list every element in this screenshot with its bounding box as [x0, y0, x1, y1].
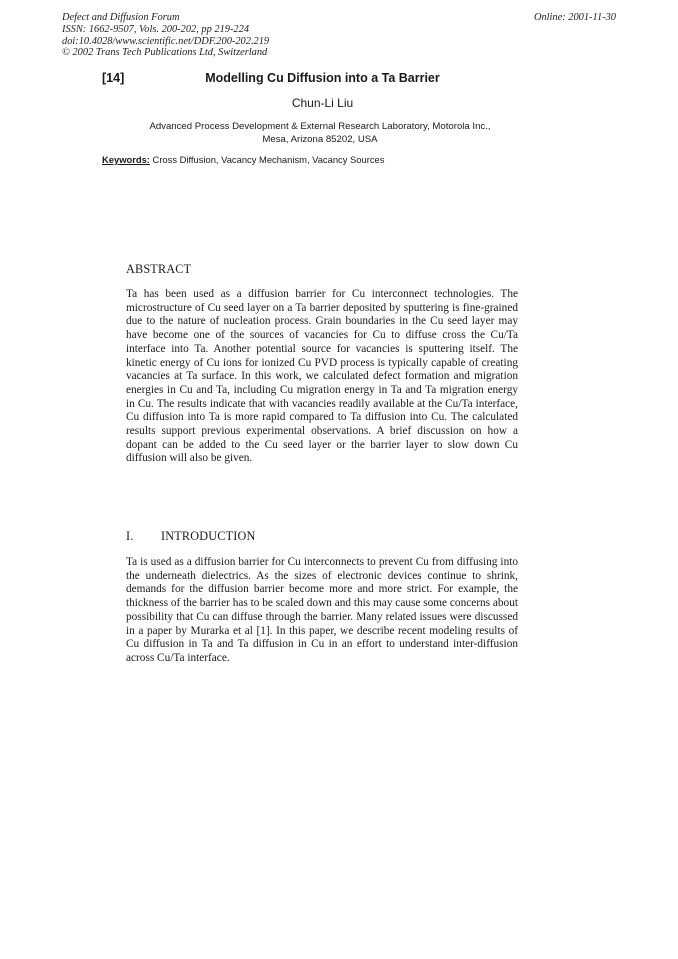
keywords-label: Keywords: — [102, 154, 150, 165]
author-name: Chun-Li Liu — [291, 96, 354, 110]
introduction-heading — [126, 529, 255, 544]
paper-title — [0, 71, 645, 85]
abstract-heading: ABSTRACT — [126, 262, 192, 276]
affiliation-line-2: Mesa, Arizona 85202, USA — [262, 133, 378, 145]
doi-line[interactable]: doi:10.4028/www.scientific.net/DDF.200-202.219 — [62, 35, 270, 47]
affiliation-line-1: Advanced Process Development & External Research Laboratory, Motorola Inc., — [149, 121, 491, 132]
paper-number: [14] — [102, 71, 125, 85]
issn-line: ISSN: 1662-9507, Vols. 200-202, pp 219-224 — [62, 23, 250, 35]
section-number: I. — [126, 529, 134, 543]
journal-header — [62, 12, 269, 59]
introduction-paragraph: Ta is used as a diffusion barrier for Cu interconnects to prevent Cu from diffusing into the underneath dielectrics. As the sizes of electronic devices continue to shrink, demands for the diffusion barrier become more and more strict. For example, the thickness of the barrier has to be scaled down and this may cause some concerns about possibility that Cu can diffuse through the barrier. Many related issues were discussed in a paper by Murarka et al [1]. In this paper, we describe recent modeling results of Cu diffusion in Ta and Ta diffusion in Cu in an effort to understand inter-diffusion across Cu/Ta interface. — [126, 556, 518, 664]
online-date: Online: 2001-11-30 — [533, 12, 616, 23]
keywords-line — [102, 154, 384, 165]
journal-name: Defect and Diffusion Forum — [62, 12, 180, 23]
section-title: INTRODUCTION — [161, 529, 256, 543]
keywords-list: Cross Diffusion, Vacancy Mechanism, Vacancy Sources — [149, 154, 385, 165]
abstract-paragraph: Ta has been used as a diffusion barrier for Cu interconnect technologies. The microstructure of Cu seed layer on a Ta barrier deposited by sputtering is fine-grained due to the nature of nucleation process. Grain boundaries in the Cu seed layer may have become one of the sources of vacancies for Cu to diffuse cross the Cu/Ta interface into Ta. Another potential source for vacancies is sputtering itself. The kinetic energy of Cu ions for ionized Cu PVD process is typically capable of creating vacancies at Ta surface. In this work, we calculated defect formation and migration energies in Cu and Ta, including Cu migration energy in Ta and Ta migration energy in Cu. The results indicate that with vacancies readily available at the Cu/Ta interface, Cu diffusion into Ta is more rapid compared to Ta diffusion into Cu. The calculated results support previous experimental observations. A brief discussion on how a dopant can be added to the Cu seed layer or the barrier layer to slow down Cu diffusion will also be given. — [126, 288, 518, 465]
author-affiliation — [0, 121, 640, 146]
paper-title-text: Modelling Cu Diffusion into a Ta Barrier — [205, 71, 440, 85]
copyright-line: © 2002 Trans Tech Publications Ltd, Switzerland — [62, 47, 268, 59]
